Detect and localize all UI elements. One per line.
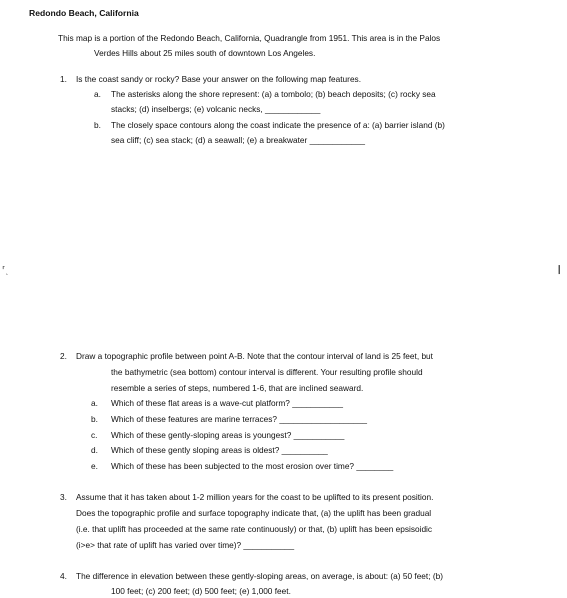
q2d-label: d. <box>91 445 98 455</box>
q1b-line-2: sea cliff; (c) sea stack; (d) a seawall; (e) a breakwater ____________ <box>111 135 365 145</box>
q2b-label: b. <box>91 414 98 424</box>
q2a-label: a. <box>91 398 98 408</box>
q4-number: 4. <box>60 571 67 581</box>
right-margin-mark: ❙ <box>555 264 563 274</box>
q1-number: 1. <box>60 74 67 84</box>
q2e-text: Which of these has been subjected to the most erosion over time? ________ <box>111 461 394 471</box>
left-margin-mark: ⸢ˎ <box>2 265 9 275</box>
q1-text: Is the coast sandy or rocky? Base your answer on the following map features. <box>76 74 362 84</box>
q1a-label: a. <box>94 89 101 99</box>
q3-line-4: (i>e> that rate of uplift has varied over time)? ___________ <box>76 540 295 550</box>
q4-line-1: The difference in elevation between these gently-sloping areas, on average, is about: (a) 50 feet; (b) <box>76 571 443 581</box>
q2a-text: Which of these flat areas is a wave-cut platform? ___________ <box>111 398 343 408</box>
q1b-line-1: The closely space contours along the coast indicate the presence of a: (a) barrier island (b) <box>111 120 445 130</box>
q1a-line-1: The asterisks along the shore represent: (a) a tombolo; (b) beach deposits; (c) rocky sea <box>111 89 436 99</box>
q2-line-3: resemble a series of steps, numbered 1-6, that are inclined seaward. <box>111 383 364 393</box>
q1b-label: b. <box>94 120 101 130</box>
intro-line-1: This map is a portion of the Redondo Beach, California, Quadrangle from 1951. This area is in the Palos <box>58 33 441 43</box>
q2-line-1: Draw a topographic profile between point A-B. Note that the contour interval of land is 25 feet, but <box>76 351 433 361</box>
q2b-text: Which of these features are marine terraces? ___________________ <box>111 414 367 424</box>
q3-number: 3. <box>60 492 67 502</box>
q2c-text: Which of these gently-sloping areas is youngest? ___________ <box>111 430 345 440</box>
q2d-text: Which of these gently sloping areas is oldest? __________ <box>111 445 328 455</box>
page-title: Redondo Beach, California <box>29 8 139 18</box>
q3-line-3: (i.e. that uplift has proceeded at the same rate continuously) or that, (b) uplift has been epsisoidic <box>76 524 433 534</box>
q2c-label: c. <box>91 430 98 440</box>
q4-line-2: 100 feet; (c) 200 feet; (d) 500 feet; (e) 1,000 feet. <box>111 586 291 596</box>
q3-line-2: Does the topographic profile and surface topography indicate that, (a) the uplift has been gradual <box>76 508 432 518</box>
q1a-line-2: stacks; (d) inselbergs; (e) volcanic necks, ____________ <box>111 104 321 114</box>
intro-line-2: Verdes Hills about 25 miles south of downtown Los Angeles. <box>94 48 316 58</box>
q2-number: 2. <box>60 351 67 361</box>
q2-line-2: the bathymetric (sea bottom) contour interval is different. Your resulting profile should <box>111 367 423 377</box>
q3-line-1: Assume that it has taken about 1-2 million years for the coast to be uplifted to its present position. <box>76 492 434 502</box>
q2e-label: e. <box>91 461 98 471</box>
